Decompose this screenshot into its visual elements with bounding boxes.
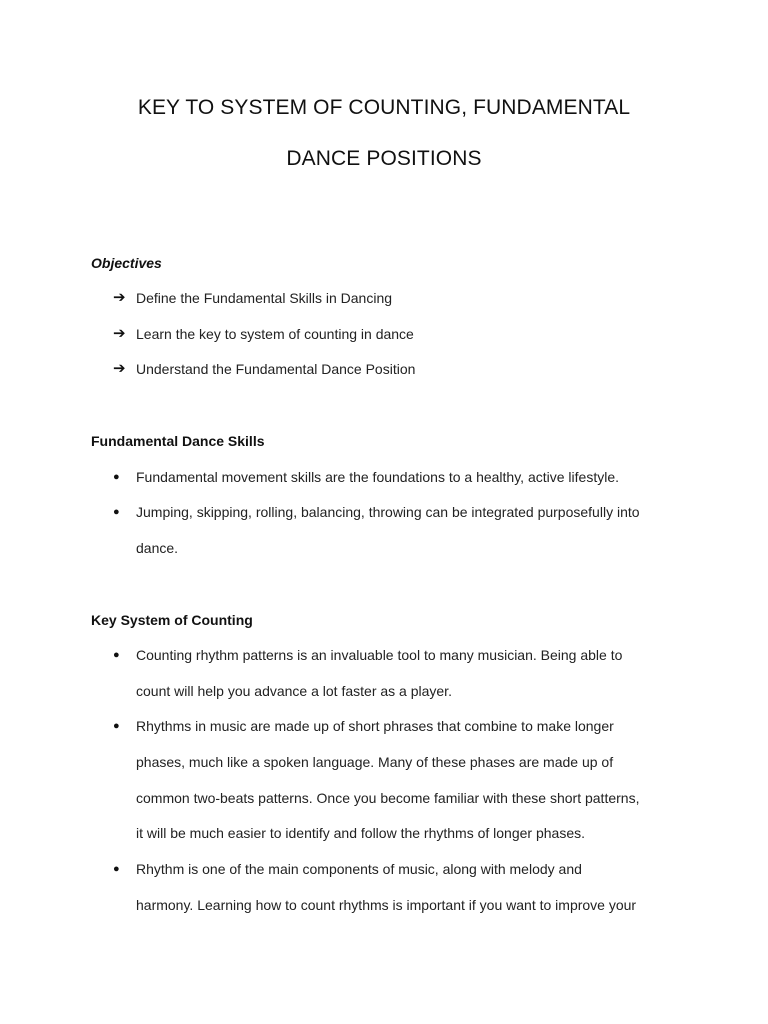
- counting-item-line: common two-beats patterns. Once you become familiar with these short patterns,: [136, 790, 640, 806]
- bullet-icon: ●: [113, 506, 120, 518]
- objective-item: Learn the key to system of counting in dance: [136, 326, 414, 342]
- objective-item: Define the Fundamental Skills in Dancing: [136, 290, 393, 306]
- counting-item-line: count will help you advance a lot faster as a player.: [136, 683, 452, 699]
- document-title-line-2: DANCE POSITIONS: [286, 147, 482, 170]
- arrow-icon: ➔: [113, 325, 126, 342]
- counting-item-line: it will be much easier to identify and follow the rhythms of longer phases.: [136, 825, 586, 841]
- counting-item-line: phases, much like a spoken language. Many of these phases are made up of: [136, 754, 614, 770]
- counting-item-line: Rhythm is one of the main components of music, along with melody and: [136, 861, 582, 877]
- bullet-icon: ●: [113, 863, 120, 875]
- skills-item-line: Fundamental movement skills are the foundations to a healthy, active lifestyle.: [136, 469, 619, 485]
- document-title-line-1: KEY TO SYSTEM OF COUNTING, FUNDAMENTAL: [137, 96, 631, 119]
- skills-item-line: dance.: [136, 540, 179, 556]
- objectives-heading: Objectives: [91, 255, 162, 271]
- counting-item-line: harmony. Learning how to count rhythms is important if you want to improve your: [136, 897, 637, 913]
- skills-item-line: Jumping, skipping, rolling, balancing, throwing can be integrated purposefully into: [136, 504, 640, 520]
- key-counting-heading: Key System of Counting: [91, 612, 253, 628]
- bullet-icon: ●: [113, 471, 120, 483]
- fundamental-skills-heading: Fundamental Dance Skills: [91, 433, 265, 449]
- bullet-icon: ●: [113, 649, 120, 661]
- counting-item-line: Rhythms in music are made up of short phrases that combine to make longer: [136, 718, 614, 734]
- bullet-icon: ●: [113, 720, 120, 732]
- objective-item: Understand the Fundamental Dance Position: [136, 361, 416, 377]
- arrow-icon: ➔: [113, 360, 126, 377]
- counting-item-line: Counting rhythm patterns is an invaluable tool to many musician. Being able to: [136, 647, 623, 663]
- arrow-icon: ➔: [113, 289, 126, 306]
